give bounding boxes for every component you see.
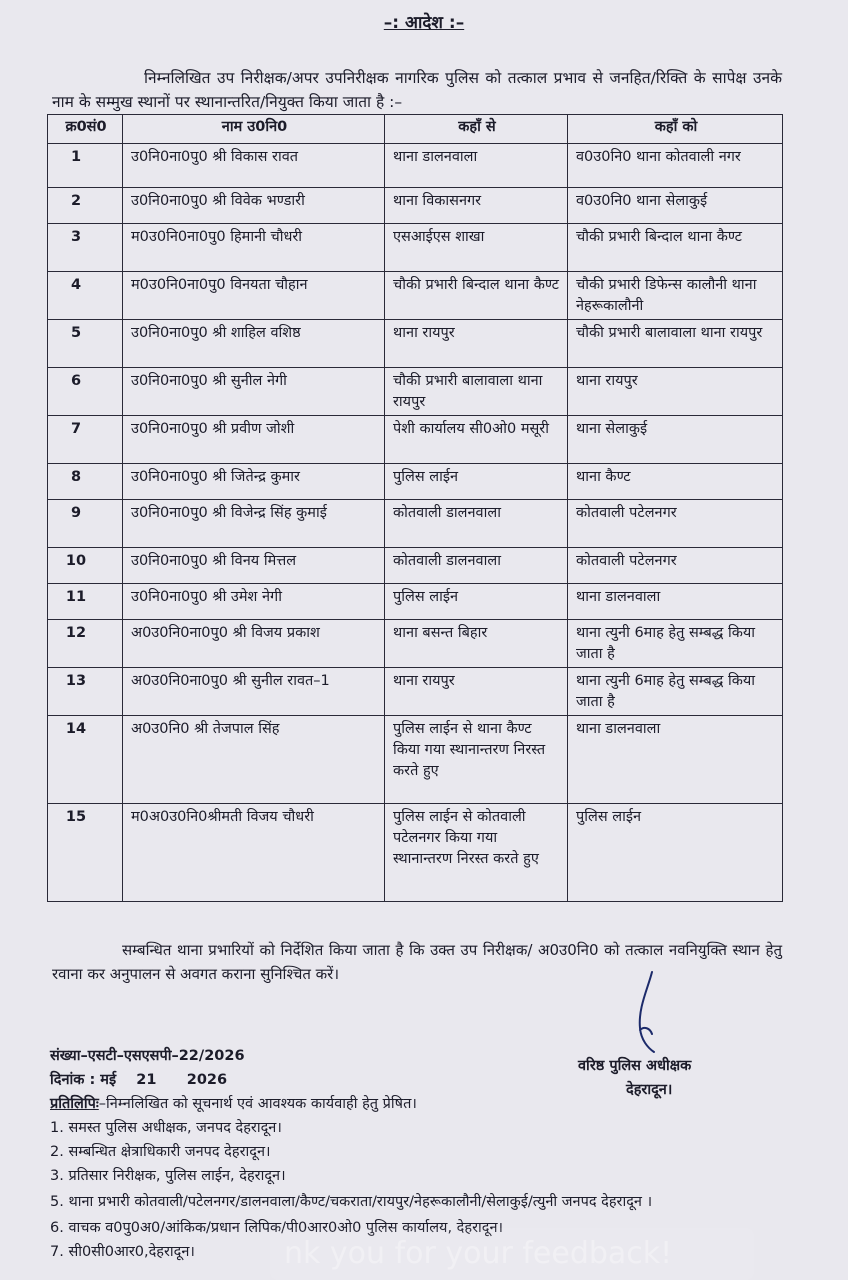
cell-name: म0अ0उ0नि0श्रीमती विजय चौधरी (123, 804, 385, 902)
cell-serial: 14 (48, 716, 123, 804)
table-row (48, 320, 783, 368)
copy-to-item: 2. सम्बन्धित क्षेत्राधिकारी जनपद देहरादून। (50, 1144, 271, 1160)
copy-to-label: प्रतिलिपिः (50, 1096, 99, 1112)
cell-serial: 4 (48, 272, 123, 320)
table-row (48, 368, 783, 416)
table-row (48, 620, 783, 668)
cell-name: उ0नि0ना0पु0 श्री विजेन्द्र सिंह कुमाई (123, 500, 385, 548)
copy-to-item: 5. थाना प्रभारी कोतवाली/पटेलनगर/डालनवाला/कैण्ट/चकराता/रायपुर/नेहरूकालौनी/सेलाकुई/त्युनी जनपद देहरादून । (50, 1194, 653, 1210)
transfer-table (47, 114, 783, 902)
cell-name: उ0नि0ना0पु0 श्री प्रवीण जोशी (123, 416, 385, 464)
table-row (48, 804, 783, 902)
cell-from: थाना विकासनगर (385, 188, 568, 224)
cell-from: पेशी कार्यालय सी0ओ0 मसूरी (385, 416, 568, 464)
cell-serial: 1 (48, 144, 123, 188)
cell-to: थाना कैण्ट (568, 464, 783, 500)
cell-serial: 6 (48, 368, 123, 416)
cell-serial: 11 (48, 584, 123, 620)
cell-to: व0उ0नि0 थाना कोतवाली नगर (568, 144, 783, 188)
cell-serial: 2 (48, 188, 123, 224)
reference-number: संख्या–एसटी–एसएसपी–22/2026 (50, 1048, 245, 1064)
cell-name: उ0नि0ना0पु0 श्री जितेन्द्र कुमार (123, 464, 385, 500)
header-from: कहाँ से (385, 115, 568, 144)
closing-paragraph: सम्बन्धित थाना प्रभारियों को निर्देशित किया जाता है कि उक्त उप निरीक्षक/ अ0उ0नि0 को तत्काल नवनियुक्ति स्थान हेतु रवाना कर अनुपालन से अवगत कराना सुनिश्चित करें। (52, 941, 782, 983)
cell-name: उ0नि0ना0पु0 श्री विवेक भण्डारी (123, 188, 385, 224)
cell-from: थाना रायपुर (385, 320, 568, 368)
cell-name: म0उ0नि0ना0पु0 हिमानी चौधरी (123, 224, 385, 272)
table-header-row (48, 115, 783, 144)
cell-to: पुलिस लाईन (568, 804, 783, 902)
intro-paragraph: निम्नलिखित उप निरीक्षक/अपर उपनिरीक्षक नागरिक पुलिस को तत्काल प्रभाव से जनहित/रिक्ति के सापेक्ष उनके नाम के सम्मुख स्थानों पर स्थानान्तरित/नियुक्त किया जाता है :– (52, 69, 782, 111)
cell-from: पुलिस लाईन (385, 584, 568, 620)
cell-name: उ0नि0ना0पु0 श्री सुनील नेगी (123, 368, 385, 416)
cell-serial: 9 (48, 500, 123, 548)
signatory-location: देहरादून। (626, 1082, 673, 1098)
table-row (48, 548, 783, 584)
cell-name: उ0नि0ना0पु0 श्री विकास रावत (123, 144, 385, 188)
copy-to-heading (50, 1092, 750, 1116)
cell-to: थाना सेलाकुई (568, 416, 783, 464)
header-serial: क्र0सं0 (48, 115, 123, 144)
handwritten-signature (628, 968, 658, 1058)
cell-to: थाना डालनवाला (568, 716, 783, 804)
cell-serial: 3 (48, 224, 123, 272)
cell-to: चौकी प्रभारी बालावाला थाना रायपुर (568, 320, 783, 368)
cell-to: चौकी प्रभारी बिन्दाल थाना कैण्ट (568, 224, 783, 272)
cell-from: थाना बसन्त बिहार (385, 620, 568, 668)
table-row (48, 716, 783, 804)
cell-name: उ0नि0ना0पु0 श्री विनय मित्तल (123, 548, 385, 584)
cell-name: म0उ0नि0ना0पु0 विनयता चौहान (123, 272, 385, 320)
cell-to: व0उ0नि0 थाना सेलाकुई (568, 188, 783, 224)
copy-to-item: 6. वाचक व0पु0अ0/आंकिक/प्रधान लिपिक/पी0आर0ओ0 पुलिस कार्यालय, देहरादून। (50, 1220, 503, 1236)
cell-to: थाना डालनवाला (568, 584, 783, 620)
cell-from: पुलिस लाईन से थाना कैण्ट किया गया स्थानान्तरण निरस्त करते हुए (385, 716, 568, 804)
feedback-overlay: nk you for your feedback! (270, 1228, 754, 1280)
cell-serial: 13 (48, 668, 123, 716)
cell-serial: 5 (48, 320, 123, 368)
cell-name: उ0नि0ना0पु0 श्री शाहिल वशिष्ठ (123, 320, 385, 368)
cell-to: कोतवाली पटेलनगर (568, 548, 783, 584)
cell-from: पुलिस लाईन से कोतवाली पटेलनगर किया गया स्थानान्तरण निरस्त करते हुए (385, 804, 568, 902)
copy-to-item: 7. सी0सी0आर0,देहरादून। (50, 1244, 195, 1260)
table-row (48, 416, 783, 464)
cell-name: अ0उ0नि0 श्री तेजपाल सिंह (123, 716, 385, 804)
table-row (48, 500, 783, 548)
cell-from: कोतवाली डालनवाला (385, 548, 568, 584)
reference-date: दिनांक : मई 21 2026 (50, 1072, 228, 1088)
cell-name: अ0उ0नि0ना0पु0 श्री विजय प्रकाश (123, 620, 385, 668)
reference-block (50, 1044, 380, 1092)
cell-serial: 10 (48, 548, 123, 584)
table-row (48, 584, 783, 620)
table-body (48, 144, 783, 902)
cell-serial: 8 (48, 464, 123, 500)
copy-to-item: 3. प्रतिसार निरीक्षक, पुलिस लाईन, देहरादून। (50, 1168, 286, 1184)
cell-to: चौकी प्रभारी डिफेन्स कालौनी थाना नेहरूकालौनी (568, 272, 783, 320)
copy-to-intro: –निम्नलिखित को सूचनार्थ एवं आवश्यक कार्यवाही हेतु प्रेषित। (98, 1096, 417, 1112)
cell-to: थाना त्युनी 6माह हेतु सम्बद्ध किया जाता है (568, 668, 783, 716)
copy-to-item: 1. समस्त पुलिस अधीक्षक, जनपद देहरादून। (50, 1120, 282, 1136)
cell-from: एसआईएस शाखा (385, 224, 568, 272)
cell-serial: 12 (48, 620, 123, 668)
cell-from: कोतवाली डालनवाला (385, 500, 568, 548)
table-row (48, 224, 783, 272)
cell-name: उ0नि0ना0पु0 श्री उमेश नेगी (123, 584, 385, 620)
cell-name: अ0उ0नि0ना0पु0 श्री सुनील रावत–1 (123, 668, 385, 716)
table-row (48, 464, 783, 500)
cell-serial: 7 (48, 416, 123, 464)
header-to: कहाँ को (568, 115, 783, 144)
cell-from: चौकी प्रभारी बालावाला थाना रायपुर (385, 368, 568, 416)
cell-from: थाना डालनवाला (385, 144, 568, 188)
cell-serial: 15 (48, 804, 123, 902)
cell-from: पुलिस लाईन (385, 464, 568, 500)
signatory-designation: वरिष्ठ पुलिस अधीक्षक (578, 1058, 692, 1074)
table-row (48, 668, 783, 716)
cell-to: थाना त्युनी 6माह हेतु सम्बद्ध किया जाता है (568, 620, 783, 668)
document-title: –: आदेश :– (383, 13, 465, 33)
table-row (48, 144, 783, 188)
table-row (48, 188, 783, 224)
cell-to: कोतवाली पटेलनगर (568, 500, 783, 548)
header-name: नाम उ0नि0 (123, 115, 385, 144)
cell-from: चौकी प्रभारी बिन्दाल थाना कैण्ट (385, 272, 568, 320)
cell-to: थाना रायपुर (568, 368, 783, 416)
table-row (48, 272, 783, 320)
cell-from: थाना रायपुर (385, 668, 568, 716)
